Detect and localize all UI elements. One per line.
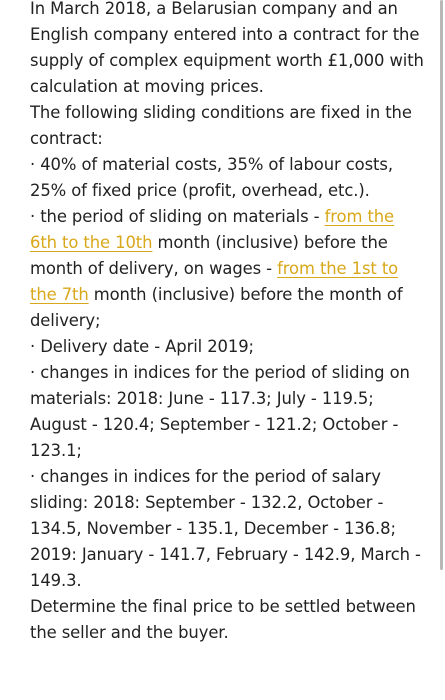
paragraph-material-indices: [30, 360, 425, 464]
text-segment: · changes in indices for the period of salary sliding: 2018: September - 132.2, October - 134.5, November - 135.1, December - 136.8; 2019: January - 141.7, February - 142.9, March - 149.3.: [30, 467, 421, 590]
text-segment: · 40% of material costs, 35% of labour costs, 25% of fixed price (profit, overhead, etc.).: [30, 155, 393, 200]
paragraph-sliding-period: [30, 204, 425, 334]
text-segment: Determine the final price to be settled between the seller and the buyer.: [30, 597, 416, 642]
text-segment: month (inclusive) before the month of delivery, on wages -: [30, 233, 388, 278]
link-wages-period[interactable]: from the 1st to the 7th: [30, 259, 399, 304]
paragraph-question: [30, 594, 425, 646]
link-materials-period[interactable]: from the 6th to the 10th: [30, 207, 395, 252]
paragraph-cost-structure: [30, 152, 425, 204]
paragraph-delivery-date: [30, 334, 425, 360]
paragraph-contract-intro: [30, 0, 425, 100]
text-segment: · Delivery date - April 2019;: [30, 337, 254, 356]
paragraph-salary-indices: [30, 464, 425, 594]
text-segment: month (inclusive) before the month of delivery;: [30, 285, 403, 330]
text-segment: · changes in indices for the period of sliding on materials: 2018: June - 117.3; July - 119.5; August - 120.4; September - 121.2; October - 123.1;: [30, 363, 410, 460]
text-segment: In March 2018, a Belarusian company and an English company entered into a contract for the supply of complex equipment worth £1,000 with calculation at moving prices.: [30, 0, 424, 96]
text-segment: · the period of sliding on materials -: [30, 207, 325, 226]
vertical-scrollbar[interactable]: [440, 0, 443, 570]
problem-text: [30, 0, 425, 646]
text-segment: The following sliding conditions are fixed in the contract:: [30, 103, 412, 148]
paragraph-sliding-conditions-heading: [30, 100, 425, 152]
